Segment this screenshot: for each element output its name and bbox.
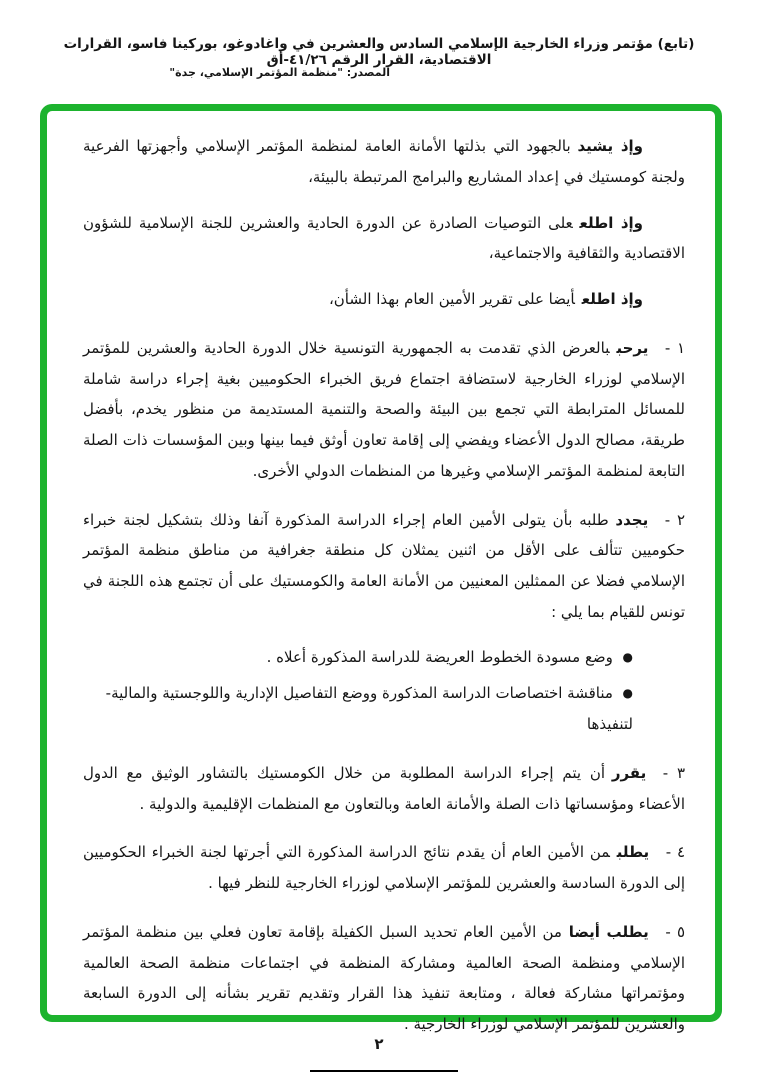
preamble-text: بالجهود التي بذلتها الأمانة العامة لمنظمة المؤتمر الإسلامي وأجهزتها الفرعية ولجنة كومستيك في إعداد المشاريع والبرامج المرتبطة بالبيئة، <box>83 137 685 186</box>
item-lead: يقرر <box>611 763 647 782</box>
preamble-text: على التوصيات الصادرة عن الدورة الحادية والعشرين للجنة الإسلامية للشؤون الاقتصادية والثقافية والاجتماعية، <box>83 213 685 263</box>
numbered-item-5 <box>83 917 685 1040</box>
item-lead: يرحب <box>616 338 649 357</box>
numbered-item-2 <box>83 505 685 628</box>
preamble-lead: وإذ اطلع <box>581 290 643 308</box>
item-lead: يطلب أيضا <box>568 922 649 941</box>
item-text: أن يتم إجراء الدراسة المطلوبة من خلال الكومستيك بالتشاور الوثيق مع الدول الأعضاء ومؤسساتها ذات الصلة والأمانة العامة وبالتعاون مع المنظمات الإقليمية والدولية . <box>83 763 685 813</box>
bullet-list <box>83 642 685 740</box>
document-header <box>0 36 758 79</box>
numbered-item-3 <box>83 758 685 820</box>
item-text: من الأمين العام أن يقدم نتائج الدراسة المذكورة التي أجرتها لجنة الخبراء الحكوميين إلى الدورة السادسة والعشرين للمؤتمر الإسلامي لوزراء الخارجية للنظر فيها . <box>83 843 685 892</box>
preamble-lead: وإذ يشيد <box>577 137 643 155</box>
resolution-body <box>47 111 715 1072</box>
divider <box>310 1070 458 1072</box>
item-text: من الأمين العام تحديد السبل الكفيلة بإقامة تعاون فعلي بين منظمة المؤتمر الإسلامي ومنظمة الصحة العالمية ومشاركة المنظمة في اجتماعات منظمة الصحة العالمية ومؤتمراتها مشاركة فعالة ، ومتابعة تنفيذ هذا القرار وتقديم تقرير بشأنه إلى الدورة السابعة والعشرين للمؤتمر الإسلامي لوزراء الخارجية . <box>83 922 685 1033</box>
item-lead: يطلب <box>616 843 650 862</box>
bullet-item <box>83 642 633 673</box>
preamble-paragraph <box>83 208 685 270</box>
bullet-item <box>83 678 633 740</box>
item-number: ٢ - <box>664 510 686 529</box>
header-source-line: المصدر: "منظمة المؤتمر الإسلامي، جدة" <box>169 66 390 79</box>
numbered-item-4 <box>83 837 685 899</box>
page-number: ٢ <box>374 1035 384 1053</box>
bullet-icon: ● <box>622 649 633 664</box>
item-number: ٤ - <box>665 843 685 862</box>
item-text: طلبه بأن يتولى الأمين العام إجراء الدراسة المذكورة آنفا وذلك بتشكيل لجنة خبراء حكوميين تتألف على الأقل من اثنين يمثلان كل منطقة جغرافية من مناطق منظمة المؤتمر الإسلامي فضلا عن الممثلين المعنيين من الأمانة العامة والكومستيك على أن تجتمع هذه اللجنة في تونس للقيام بما يلي : <box>83 510 685 621</box>
item-number: ٥ - <box>665 922 686 941</box>
item-lead: يجدد <box>615 510 649 529</box>
bullet-text: وضع مسودة الخطوط العريضة للدراسة المذكورة أعلاه . <box>266 647 613 666</box>
bullet-text: مناقشة اختصاصات الدراسة المذكورة ووضع التفاصيل الإدارية واللوجستية والمالية-لتنفيذها <box>105 684 633 733</box>
numbered-item-1 <box>83 333 685 487</box>
preamble-lead: وإذ اطلع <box>579 213 643 232</box>
preamble-paragraph <box>83 131 685 193</box>
item-text: بالعرض الذي تقدمت به الجمهورية التونسية خلال الدورة الحادية والعشرين للمؤتمر الإسلامي لوزراء الخارجية لاستضافة اجتماع فريق الخبراء الحكوميين بغية إجراء دراسة شاملة للمسائل المترابطة التي تجمع بين البيئة والصحة والتنمية المستديمة من منظور يخدم، بأفضل طريقة، مصالح الدول الأعضاء ويفضي إلى إقامة تعاون أوثق فيما بينها وبين المؤسسات ذات الصلة التابعة لمنظمة المؤتمر الإسلامي وغيرها من المنظمات الدولي الأخرى. <box>83 338 685 480</box>
preamble-text: أيضا على تقرير الأمين العام بهذا الشأن، <box>328 290 575 308</box>
header-title-line: (تابع) مؤتمر وزراء الخارجية الإسلامي السادس والعشرين في واغادوغو، بوركينا فاسو، القرارات الاقتصادية، القرار الرقم ٤١/٢٦-أق <box>63 36 695 68</box>
preamble-paragraph <box>83 284 685 315</box>
item-number: ٣ - <box>662 763 685 782</box>
item-number: ١ - <box>664 338 685 357</box>
resolution-green-frame <box>40 104 722 1033</box>
bullet-icon: ● <box>622 686 633 701</box>
